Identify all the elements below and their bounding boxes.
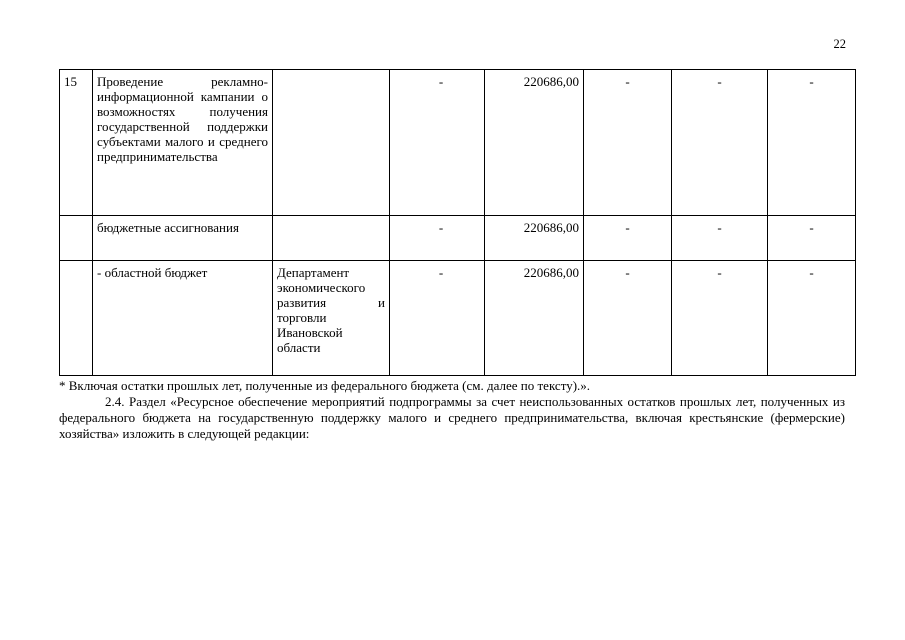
row-number-cell — [60, 216, 93, 261]
value-cell: - — [584, 70, 672, 216]
table-row — [60, 70, 856, 216]
value-cell: - — [390, 70, 485, 216]
row-number-cell — [60, 261, 93, 376]
value-cell: - — [584, 261, 672, 376]
table-row — [60, 261, 856, 376]
table-row — [60, 216, 856, 261]
value-cell: - — [672, 216, 768, 261]
value-cell: - — [584, 216, 672, 261]
executor-cell — [273, 70, 390, 216]
resource-table — [59, 69, 856, 376]
value-cell: - — [390, 261, 485, 376]
event-name-cell: - областной бюджет — [93, 261, 273, 376]
value-cell: - — [768, 216, 856, 261]
row-number-cell: 15 — [60, 70, 93, 216]
amount-cell: 220686,00 — [485, 261, 584, 376]
amount-cell: 220686,00 — [485, 70, 584, 216]
executor-cell — [273, 216, 390, 261]
executor-cell: Департамент экономического развития и торговли Ивановской области — [273, 261, 390, 376]
section-paragraph: 2.4. Раздел «Ресурсное обеспечение мероприятий подпрограммы за счет неиспользованных остатков прошлых лет, полученных из федерального бюджета на государственную поддержку малого и среднего предпринимательства, включая крестьянские (фермерские) хозяйства» изложить в следующей редакции: — [59, 394, 845, 441]
value-cell: - — [672, 70, 768, 216]
page-number: 22 — [833, 37, 846, 51]
value-cell: - — [768, 261, 856, 376]
value-cell: - — [390, 216, 485, 261]
event-name-cell: Проведение рекламно-информационной кампании о возможностях получения государственной поддержки субъектами малого и среднего предпринимательства — [93, 70, 273, 216]
value-cell: - — [672, 261, 768, 376]
table-footnote: * Включая остатки прошлых лет, полученные из федерального бюджета (см. далее по тексту).». — [59, 378, 591, 393]
event-name-cell: бюджетные ассигнования — [93, 216, 273, 261]
amount-cell: 220686,00 — [485, 216, 584, 261]
value-cell: - — [768, 70, 856, 216]
